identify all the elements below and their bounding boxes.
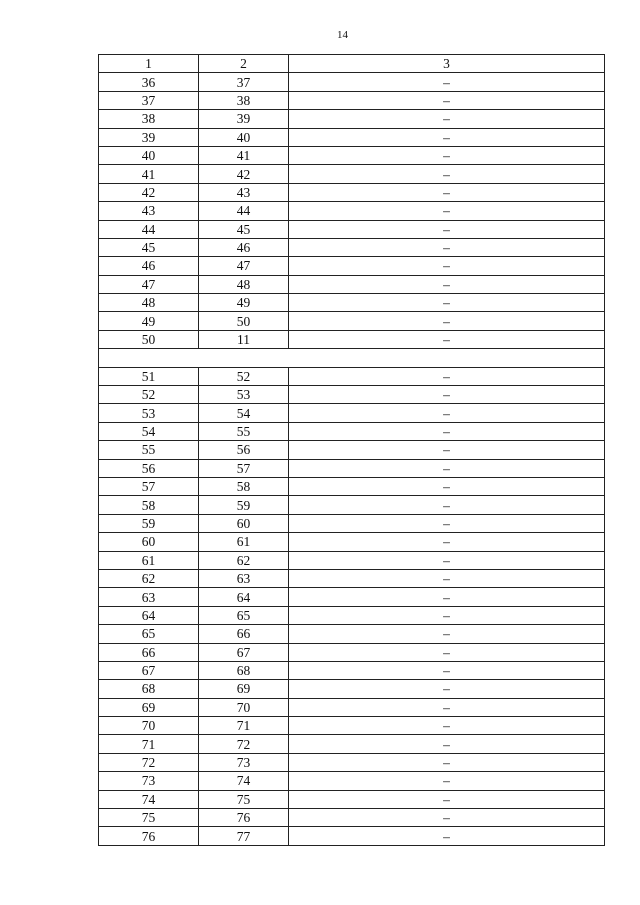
table-cell-col-1: 56 [99, 459, 199, 477]
header-cell-1: 1 [99, 55, 199, 73]
table-cell-col-2: 58 [199, 477, 289, 495]
table-cell-col-1: 43 [99, 202, 199, 220]
table-cell-col-2: 77 [199, 827, 289, 845]
table-cell-col-3: – [289, 441, 605, 459]
table-cell-col-2: 61 [199, 533, 289, 551]
table-cell-col-2: 47 [199, 257, 289, 275]
table-cell-col-1: 52 [99, 386, 199, 404]
table-cell-col-1: 54 [99, 422, 199, 440]
table-cell-col-1: 57 [99, 477, 199, 495]
table-row [99, 735, 605, 753]
table-cell-col-3: – [289, 459, 605, 477]
table-cell-col-2: 44 [199, 202, 289, 220]
table-cell-col-1: 59 [99, 514, 199, 532]
table-cell-col-2: 75 [199, 790, 289, 808]
table-cell-col-2: 62 [199, 551, 289, 569]
table-cell-col-3: – [289, 551, 605, 569]
table-row [99, 294, 605, 312]
table-cell-col-3: – [289, 772, 605, 790]
table-row [99, 551, 605, 569]
table-cell-col-2: 76 [199, 809, 289, 827]
table-cell-col-3: – [289, 717, 605, 735]
table-cell-col-3: – [289, 367, 605, 385]
table-cell-col-1: 49 [99, 312, 199, 330]
table-row [99, 569, 605, 587]
table-cell-col-1: 72 [99, 753, 199, 771]
table-cell-col-2: 54 [199, 404, 289, 422]
table-cell-col-1: 36 [99, 73, 199, 91]
table-cell-col-3: – [289, 183, 605, 201]
table-cell-col-2: 48 [199, 275, 289, 293]
table-cell-col-3: – [289, 202, 605, 220]
table-cell-col-1: 74 [99, 790, 199, 808]
table-cell-col-1: 65 [99, 625, 199, 643]
table-cell-col-2: 38 [199, 91, 289, 109]
table-row [99, 238, 605, 256]
table-cell-col-3: – [289, 128, 605, 146]
table-row [99, 404, 605, 422]
table-row [99, 367, 605, 385]
table-cell-col-3: – [289, 165, 605, 183]
table-cell-col-3: – [289, 146, 605, 164]
table-cell-col-1: 47 [99, 275, 199, 293]
table-cell-col-2: 55 [199, 422, 289, 440]
table-row [99, 386, 605, 404]
table-cell-col-3: – [289, 661, 605, 679]
table-row [99, 790, 605, 808]
table-body [99, 55, 605, 846]
table-cell-col-1: 50 [99, 330, 199, 348]
table-cell-col-2: 69 [199, 680, 289, 698]
table-row [99, 809, 605, 827]
table-row [99, 183, 605, 201]
table-cell-col-2: 70 [199, 698, 289, 716]
table-row [99, 257, 605, 275]
table-cell-col-3: – [289, 257, 605, 275]
table-cell-col-3: – [289, 753, 605, 771]
table-cell-col-1: 61 [99, 551, 199, 569]
table-cell-col-2: 46 [199, 238, 289, 256]
table-row [99, 459, 605, 477]
table-row [99, 661, 605, 679]
table-cell-col-2: 11 [199, 330, 289, 348]
table-row [99, 625, 605, 643]
table-cell-col-3: – [289, 625, 605, 643]
table-row [99, 533, 605, 551]
table-cell-col-2: 53 [199, 386, 289, 404]
table-row [99, 275, 605, 293]
table-row [99, 772, 605, 790]
table-row [99, 312, 605, 330]
table-cell-col-2: 74 [199, 772, 289, 790]
table-cell-col-2: 52 [199, 367, 289, 385]
table-row [99, 496, 605, 514]
table-cell-col-3: – [289, 588, 605, 606]
table-cell-col-3: – [289, 404, 605, 422]
table-row [99, 146, 605, 164]
table-cell-col-3: – [289, 477, 605, 495]
header-cell-2: 2 [199, 55, 289, 73]
table-row [99, 128, 605, 146]
table-cell-col-3: – [289, 294, 605, 312]
table-row [99, 606, 605, 624]
table-cell-col-2: 37 [199, 73, 289, 91]
page-number: 14 [337, 29, 348, 41]
table-cell-col-2: 43 [199, 183, 289, 201]
table-cell-col-1: 60 [99, 533, 199, 551]
table-row [99, 643, 605, 661]
table-header-row [99, 55, 605, 73]
table-cell-col-1: 44 [99, 220, 199, 238]
table-cell-col-2: 57 [199, 459, 289, 477]
table-cell-col-1: 37 [99, 91, 199, 109]
table-cell-col-3: – [289, 606, 605, 624]
table-cell-col-1: 58 [99, 496, 199, 514]
table-cell-col-1: 45 [99, 238, 199, 256]
table-row [99, 422, 605, 440]
table-cell-col-1: 68 [99, 680, 199, 698]
table-cell-col-3: – [289, 698, 605, 716]
table-cell-col-1: 69 [99, 698, 199, 716]
separator-row [99, 349, 605, 367]
data-table [98, 54, 605, 846]
table-cell-col-1: 38 [99, 110, 199, 128]
table-cell-col-2: 49 [199, 294, 289, 312]
table-row [99, 698, 605, 716]
table-cell-col-3: – [289, 569, 605, 587]
table-row [99, 514, 605, 532]
table-cell-col-2: 71 [199, 717, 289, 735]
table-cell-col-3: – [289, 680, 605, 698]
table-row [99, 588, 605, 606]
table-cell-col-3: – [289, 735, 605, 753]
table-cell-col-3: – [289, 73, 605, 91]
table-row [99, 717, 605, 735]
table-cell-col-1: 66 [99, 643, 199, 661]
table-cell-col-1: 42 [99, 183, 199, 201]
table-row [99, 202, 605, 220]
table-cell-col-3: – [289, 496, 605, 514]
table-row [99, 441, 605, 459]
table-cell-col-1: 40 [99, 146, 199, 164]
table-cell-col-3: – [289, 514, 605, 532]
table-row [99, 680, 605, 698]
table-cell-col-3: – [289, 91, 605, 109]
table-cell-col-2: 42 [199, 165, 289, 183]
table-cell-col-1: 53 [99, 404, 199, 422]
table-cell-col-3: – [289, 827, 605, 845]
table-cell-col-3: – [289, 110, 605, 128]
table-cell-col-1: 73 [99, 772, 199, 790]
table-row [99, 753, 605, 771]
table-cell-col-2: 59 [199, 496, 289, 514]
table-cell-col-1: 71 [99, 735, 199, 753]
table-cell-col-1: 55 [99, 441, 199, 459]
separator-cell [99, 349, 605, 367]
table-cell-col-1: 48 [99, 294, 199, 312]
table-cell-col-2: 56 [199, 441, 289, 459]
table-cell-col-1: 76 [99, 827, 199, 845]
table-cell-col-3: – [289, 809, 605, 827]
table-cell-col-1: 39 [99, 128, 199, 146]
table-row [99, 827, 605, 845]
table-cell-col-1: 70 [99, 717, 199, 735]
table-cell-col-2: 66 [199, 625, 289, 643]
table-cell-col-2: 40 [199, 128, 289, 146]
table-cell-col-3: – [289, 330, 605, 348]
table-cell-col-2: 72 [199, 735, 289, 753]
table-cell-col-2: 67 [199, 643, 289, 661]
table-cell-col-1: 67 [99, 661, 199, 679]
header-cell-3: 3 [289, 55, 605, 73]
table-cell-col-1: 41 [99, 165, 199, 183]
table-row [99, 220, 605, 238]
table-cell-col-1: 62 [99, 569, 199, 587]
table-cell-col-3: – [289, 533, 605, 551]
table-cell-col-2: 50 [199, 312, 289, 330]
table-cell-col-2: 63 [199, 569, 289, 587]
table-cell-col-1: 75 [99, 809, 199, 827]
table-cell-col-2: 39 [199, 110, 289, 128]
table-cell-col-3: – [289, 312, 605, 330]
table-cell-col-2: 64 [199, 588, 289, 606]
table-cell-col-1: 64 [99, 606, 199, 624]
table-cell-col-3: – [289, 220, 605, 238]
table-cell-col-2: 65 [199, 606, 289, 624]
table-row [99, 73, 605, 91]
table-cell-col-1: 51 [99, 367, 199, 385]
table-cell-col-3: – [289, 238, 605, 256]
table-cell-col-1: 63 [99, 588, 199, 606]
table-cell-col-2: 41 [199, 146, 289, 164]
table-row [99, 330, 605, 348]
table-cell-col-1: 46 [99, 257, 199, 275]
table-row [99, 477, 605, 495]
table-row [99, 165, 605, 183]
table-cell-col-3: – [289, 643, 605, 661]
table-cell-col-3: – [289, 386, 605, 404]
table-row [99, 110, 605, 128]
table-cell-col-2: 60 [199, 514, 289, 532]
table-cell-col-2: 45 [199, 220, 289, 238]
table-cell-col-3: – [289, 275, 605, 293]
table-cell-col-2: 73 [199, 753, 289, 771]
table-cell-col-2: 68 [199, 661, 289, 679]
table-cell-col-3: – [289, 790, 605, 808]
table-cell-col-3: – [289, 422, 605, 440]
table-row [99, 91, 605, 109]
